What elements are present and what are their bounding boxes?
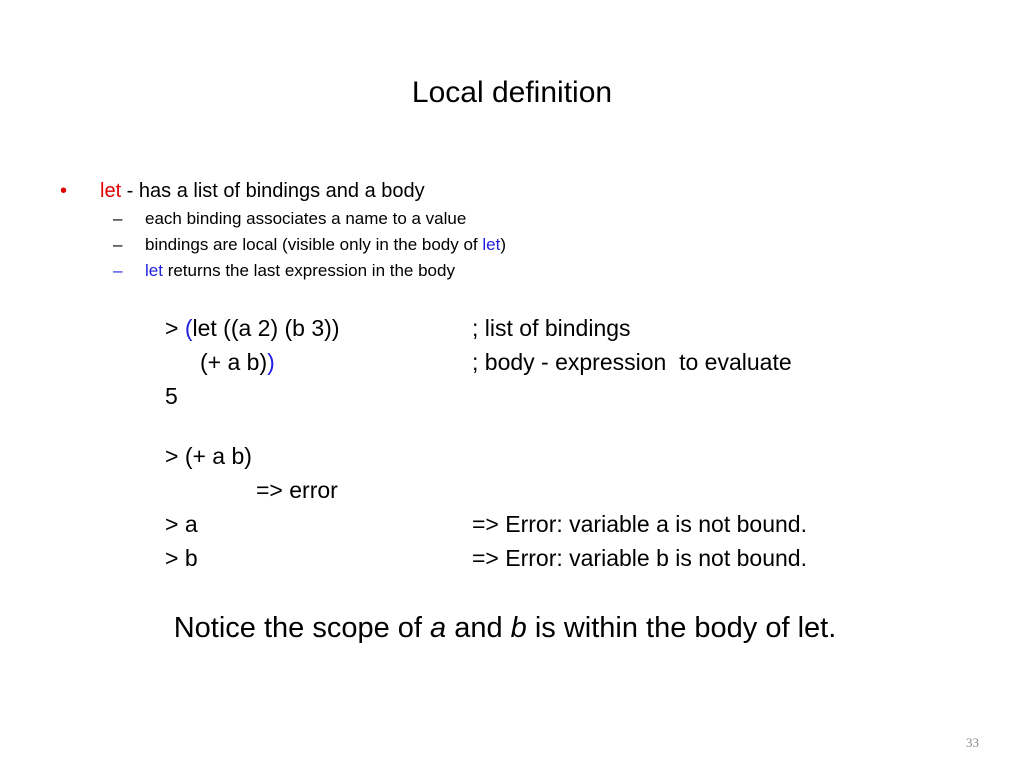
notice-text	[0, 612, 1010, 645]
let-keyword: let	[100, 180, 122, 202]
var-a: a	[430, 612, 447, 644]
code-line-6-prompt: > a	[165, 511, 198, 537]
let-expression: let ((a 2) (b 3))	[192, 315, 340, 341]
code-line-4: > (+ a b)	[165, 443, 252, 469]
sub-bullet-post: )	[500, 235, 507, 254]
body-expression: (+ a b)	[200, 349, 268, 375]
code-line-1	[165, 315, 339, 342]
code-line-7-prompt: > b	[165, 545, 198, 571]
close-paren: )	[267, 349, 275, 375]
notice-pre: Notice the scope of	[173, 612, 431, 644]
code-line-7-result: => Error: variable b is not bound.	[472, 545, 807, 571]
code-line-6-result: => Error: variable a is not bound.	[472, 511, 807, 537]
bullet-text	[100, 180, 425, 203]
sub-bullet-text	[145, 235, 506, 255]
notice-post: is within the body of let.	[526, 612, 837, 644]
bullet-marker: •	[60, 180, 68, 202]
dash-marker: –	[113, 261, 123, 280]
code-result: 5	[165, 383, 178, 409]
open-paren: (	[184, 315, 193, 341]
dash-marker: –	[113, 209, 123, 228]
code-line-2	[200, 349, 275, 376]
code-comment-1: ; list of bindings	[472, 315, 631, 341]
notice-mid: and	[446, 612, 511, 644]
sub-bullet-text: each binding associates a name to a value	[145, 209, 467, 228]
let-keyword: let	[482, 235, 501, 254]
code-comment-2: ; body - expression to evaluate	[472, 349, 792, 375]
slide-title: Local definition	[411, 76, 613, 109]
bullet-description: - has a list of bindings and a body	[121, 180, 425, 202]
dash-marker: –	[113, 235, 123, 254]
page-number: 33	[966, 735, 979, 750]
sub-bullet-pre: bindings are local (visible only in the body of	[145, 235, 483, 254]
sub-bullet-text	[145, 261, 455, 281]
prompt: >	[165, 315, 185, 341]
code-line-5: => error	[256, 477, 338, 503]
let-keyword: let	[145, 261, 163, 280]
sub-bullet-rest: returns the last expression in the body	[162, 261, 455, 280]
var-b: b	[510, 612, 527, 644]
